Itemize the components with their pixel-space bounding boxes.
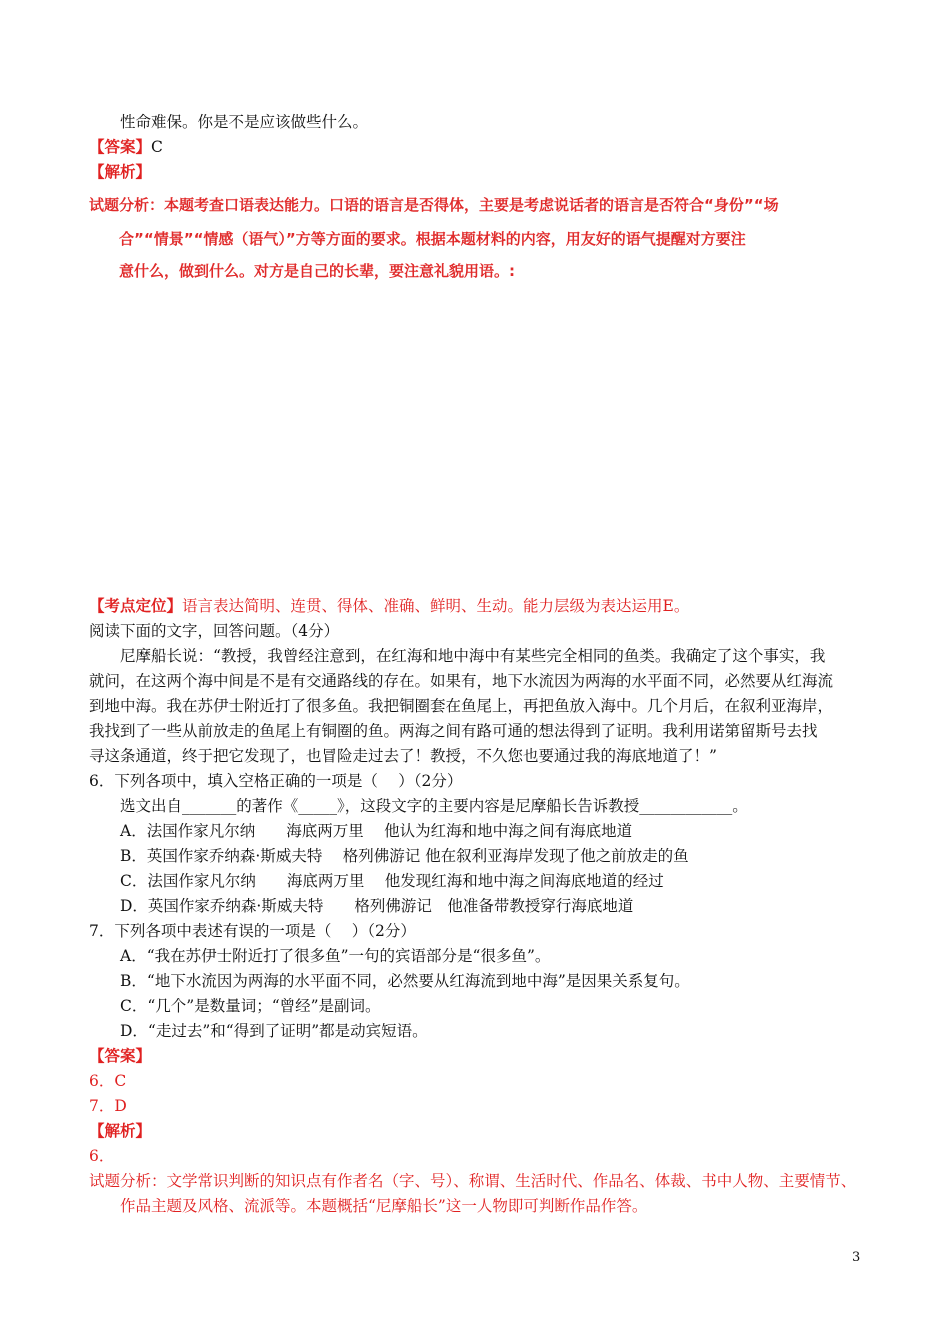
answer-tag: 【答案】: [89, 137, 152, 156]
answer-tag-2: 【答案】: [89, 1046, 152, 1065]
q7-option-a: A．“我在苏伊士附近打了很多鱼”一句的宾语部分是“很多鱼”。: [120, 947, 551, 965]
analysis-2-line-1: 试题分析：文学常识判断的知识点有作者名（字、号）、称谓、生活时代、作品名、体裁、书中人物、主要情节、: [89, 1172, 857, 1190]
answer-7: 7．D: [89, 1097, 127, 1115]
analysis-tag-2: 【解析】: [89, 1121, 152, 1140]
analysis-line-2: 合”“情景”“情感（语气）”方等方面的要求。根据本题材料的内容，用友好的语气提醒对方要注: [119, 230, 746, 248]
passage-line-3: 到地中海。我在苏伊士附近打了很多鱼。我把铜圈套在鱼尾上，再把鱼放入海中。几个月后，在叙利亚海岸，: [89, 697, 834, 715]
q7-stem: 7．下列各项中表述有误的一项是（ ）（2分）: [89, 922, 416, 940]
q7-option-d: D．“走过去”和“得到了证明”都是动宾短语。: [120, 1022, 428, 1040]
page-number: 3: [852, 1250, 861, 1265]
reading-instruction: 阅读下面的文字，回答问题。（4分）: [89, 622, 340, 640]
passage-line-1: 尼摩船长说：“教授，我曾经注意到，在红海和地中海中有某些完全相同的鱼类。我确定了这个事实，我: [120, 647, 826, 665]
q6-option-d: D．英国作家乔纳森·斯威夫特 格列佛游记 他准备带教授穿行海底地道: [120, 897, 634, 915]
kaodian-text: 语言表达简明、连贯、得体、准确、鲜明、生动。能力层级为表达运用E。: [182, 597, 690, 615]
question-continuation: 性命难保。你是不是应该做些什么。: [120, 113, 369, 131]
answer-row: [89, 136, 163, 158]
passage-line-2: 就问，在这两个海中间是不是有交通路线的存在。如果有，地下水流因为两海的水平面不同，必然要从红海流: [89, 672, 834, 690]
answer-6: 6．C: [89, 1072, 127, 1090]
q6-option-b: B．英国作家乔纳森·斯威夫特 格列佛游记 他在叙利亚海岸发现了他之前放走的鱼: [120, 847, 689, 865]
kaodian-row: [89, 595, 689, 617]
q6-option-c: C．法国作家凡尔纳 海底两万里 他发现红海和地中海之间海底地道的经过: [120, 872, 664, 890]
kaodian-tag: 【考点定位】: [89, 596, 183, 615]
q7-option-c: C．“几个”是数量词；“曾经”是副词。: [120, 997, 381, 1015]
q6-option-a: A．法国作家凡尔纳 海底两万里 他认为红海和地中海之间有海底地道: [120, 822, 633, 840]
passage-line-4: 我找到了一些从前放走的鱼尾上有铜圈的鱼。两海之间有路可通的想法得到了证明。我利用诺第留斯号去找: [89, 722, 818, 740]
q6-fill: 选文出自_______的著作《_____》，这段文字的主要内容是尼摩船长告诉教授____________。: [120, 797, 748, 815]
q6-stem: 6．下列各项中，填入空格正确的一项是（ ）（2分）: [89, 772, 463, 790]
q7-option-b: B．“地下水流因为两海的水平面不同，必然要从红海流到地中海”是因果关系复句。: [120, 972, 690, 990]
analysis-tag: 【解析】: [89, 162, 152, 181]
analysis-line-3: 意什么，做到什么。对方是自己的长辈，要注意礼貌用语。:: [119, 262, 516, 280]
analysis-2-line-2: 作品主题及风格、流派等。本题概括“尼摩船长”这一人物即可判断作品作答。: [120, 1197, 648, 1215]
analysis-line-1: 试题分析：本题考查口语表达能力。口语的语言是否得体，主要是考虑说话者的语言是否符合“身份”“场: [89, 196, 779, 214]
passage-line-5: 寻这条通道，终于把它发现了，也冒险走过去了！教授，不久您也要通过我的海底地道了！”: [89, 747, 717, 765]
analysis-sub-number: 6．: [89, 1147, 115, 1165]
answer-value: C: [151, 138, 163, 156]
